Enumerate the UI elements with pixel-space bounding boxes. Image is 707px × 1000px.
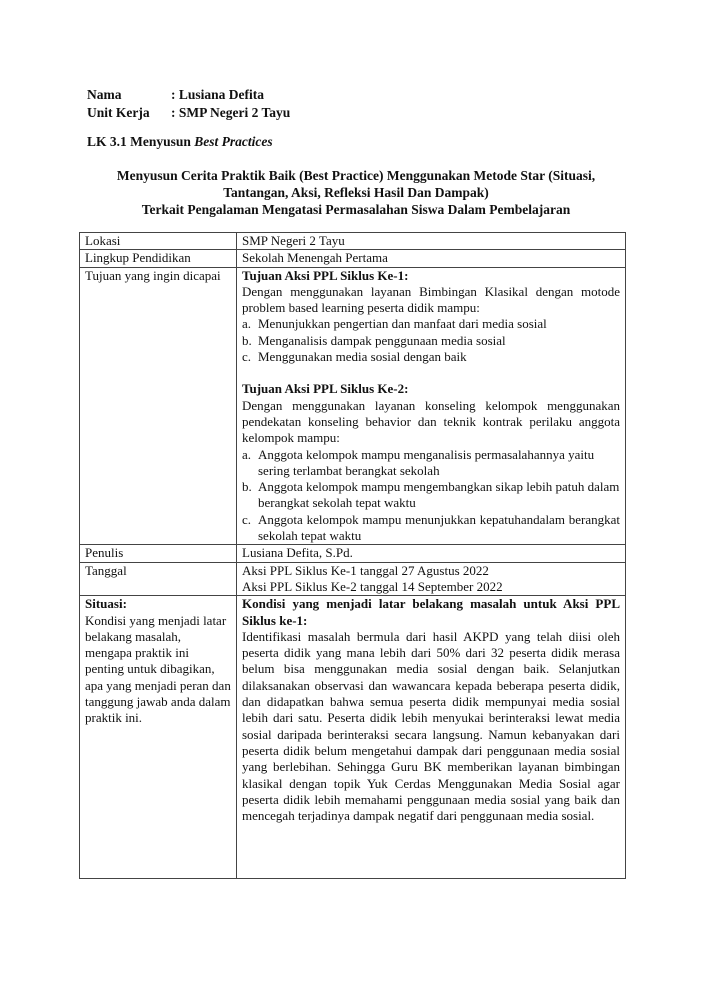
list-text: Menganalisis dampak penggunaan media sosial bbox=[258, 332, 506, 348]
siklus1-list bbox=[242, 316, 620, 365]
identity-row-unit bbox=[87, 104, 290, 122]
list-marker: c. bbox=[242, 511, 252, 527]
unit-kerja-value: : SMP Negeri 2 Tayu bbox=[171, 105, 291, 120]
main-title bbox=[87, 167, 625, 218]
lingkup-label: Lingkup Pendidikan bbox=[80, 250, 237, 267]
list-item bbox=[242, 512, 620, 545]
situasi-label-cell bbox=[80, 596, 237, 879]
unit-kerja-label: Unit Kerja bbox=[87, 105, 150, 120]
list-text: Anggota kelompok mampu menganalisis permasalahannya yaitu sering terlambat berangkat sekolah bbox=[258, 446, 595, 478]
lk-title-italic: Best Practices bbox=[194, 134, 273, 149]
lingkup-value: Sekolah Menengah Pertama bbox=[237, 250, 626, 267]
list-marker: b. bbox=[242, 479, 252, 495]
lokasi-label: Lokasi bbox=[80, 233, 237, 250]
row-lokasi bbox=[80, 233, 626, 250]
penulis-value: Lusiana Defita, S.Pd. bbox=[237, 545, 626, 562]
situasi-content bbox=[237, 596, 626, 879]
list-item bbox=[242, 349, 620, 365]
row-tujuan bbox=[80, 267, 626, 545]
lk-title-prefix: LK 3.1 Menyusun bbox=[87, 134, 195, 149]
nama-label: Nama bbox=[87, 87, 122, 102]
row-penulis bbox=[80, 545, 626, 562]
penulis-label: Penulis bbox=[80, 545, 237, 562]
list-text: Menunjukkan pengertian dan manfaat dari media sosial bbox=[258, 316, 547, 332]
main-title-line1: Menyusun Cerita Praktik Baik (Best Practice) Menggunakan Metode Star (Situasi, bbox=[116, 168, 596, 183]
list-item bbox=[242, 479, 620, 512]
list-text: Anggota kelompok mampu mengembangkan sikap lebih patuh dalam berangkat sekolah tepat waktu bbox=[258, 479, 620, 511]
tanggal-label: Tanggal bbox=[80, 562, 237, 596]
list-text: Anggota kelompok mampu menunjukkan kepatuhandalam berangkat sekolah tepat waktu bbox=[258, 511, 620, 544]
list-marker: b. bbox=[242, 332, 252, 348]
list-text: Menggunakan media sosial dengan baik bbox=[258, 349, 467, 365]
list-marker: c. bbox=[242, 349, 252, 365]
tanggal-line2: Aksi PPL Siklus Ke-2 tanggal 14 September 2022 bbox=[242, 578, 503, 594]
tanggal-content bbox=[237, 562, 626, 596]
row-tanggal bbox=[80, 562, 626, 596]
main-title-line3: Terkait Pengalaman Mengatasi Permasalahan Siswa Dalam Pembelajaran bbox=[141, 202, 571, 217]
situasi-body: Identifikasi masalah bermula dari hasil AKPD yang telah diisi oleh peserta didik yang mana lebih dari 50% dari 32 peserta didik merasa belum bisa menggunakan media sosial dengan baik. Selanjutkan dilaksanakan observasi dan wawancara kepada beberapa peserta didik, dan didapatkan bahwa semua peserta didik mempunyai media sosial lebih dari satu. Peserta didik lebih menyukai berinteraksi lewat media sosial daripada berinteraksi secara langsung. Namun kebanyakan dari peserta didik belum mengetahui dampak dari penggunaan media sosial yang berlebihan. Sehingga Guru BK memberikan layanan bimbingan klasikal dengan topik Yuk Cerdas Menggunakan Media Sosial agar peserta didik lebih memahami penggunaan media sosial yang baik dan mencegah terjadinya dampak negatif dari penggunaan media sosial. bbox=[242, 628, 620, 824]
list-item bbox=[242, 447, 620, 480]
identity-block bbox=[87, 86, 290, 122]
situasi-heading: Kondisi yang menjadi latar belakang masalah untuk Aksi PPL Siklus ke-1: bbox=[242, 596, 620, 628]
tanggal-line1: Aksi PPL Siklus Ke-1 tanggal 27 Agustus 2022 bbox=[242, 562, 489, 578]
list-marker: a. bbox=[242, 446, 252, 462]
list-marker: a. bbox=[242, 316, 252, 332]
tujuan-label: Tujuan yang ingin dicapai bbox=[80, 267, 237, 545]
tujuan-content bbox=[237, 267, 626, 545]
nama-value: : Lusiana Defita bbox=[171, 87, 265, 102]
siklus2-intro: Dengan menggunakan layanan konseling kelompok menggunakan pendekatan konseling behavior dan teknik kontrak perilaku anggota kelompok mampu: bbox=[242, 397, 620, 446]
spacer bbox=[242, 365, 620, 381]
row-situasi bbox=[80, 596, 626, 879]
siklus1-heading: Tujuan Aksi PPL Siklus Ke-1: bbox=[242, 267, 409, 283]
siklus1-intro: Dengan menggunakan layanan Bimbingan Klasikal dengan motode problem based learning peserta didik mampu: bbox=[242, 283, 620, 316]
main-title-line2: Tantangan, Aksi, Refleksi Hasil Dan Dampak) bbox=[223, 185, 489, 200]
row-lingkup bbox=[80, 250, 626, 267]
siklus2-heading: Tujuan Aksi PPL Siklus Ke-2: bbox=[242, 381, 409, 397]
identity-row-nama bbox=[87, 86, 290, 104]
lokasi-value: SMP Negeri 2 Tayu bbox=[237, 233, 626, 250]
siklus2-list bbox=[242, 447, 620, 545]
situasi-label-heading: Situasi: bbox=[85, 596, 127, 612]
list-item bbox=[242, 316, 620, 332]
list-item bbox=[242, 333, 620, 349]
lk-title bbox=[87, 134, 273, 150]
best-practice-table bbox=[79, 232, 626, 879]
situasi-label-text: Kondisi yang menjadi latar belakang masalah, mengapa praktik ini penting untuk dibagikan, apa yang menjadi peran dan tanggung jawab anda dalam praktik ini. bbox=[85, 612, 231, 726]
